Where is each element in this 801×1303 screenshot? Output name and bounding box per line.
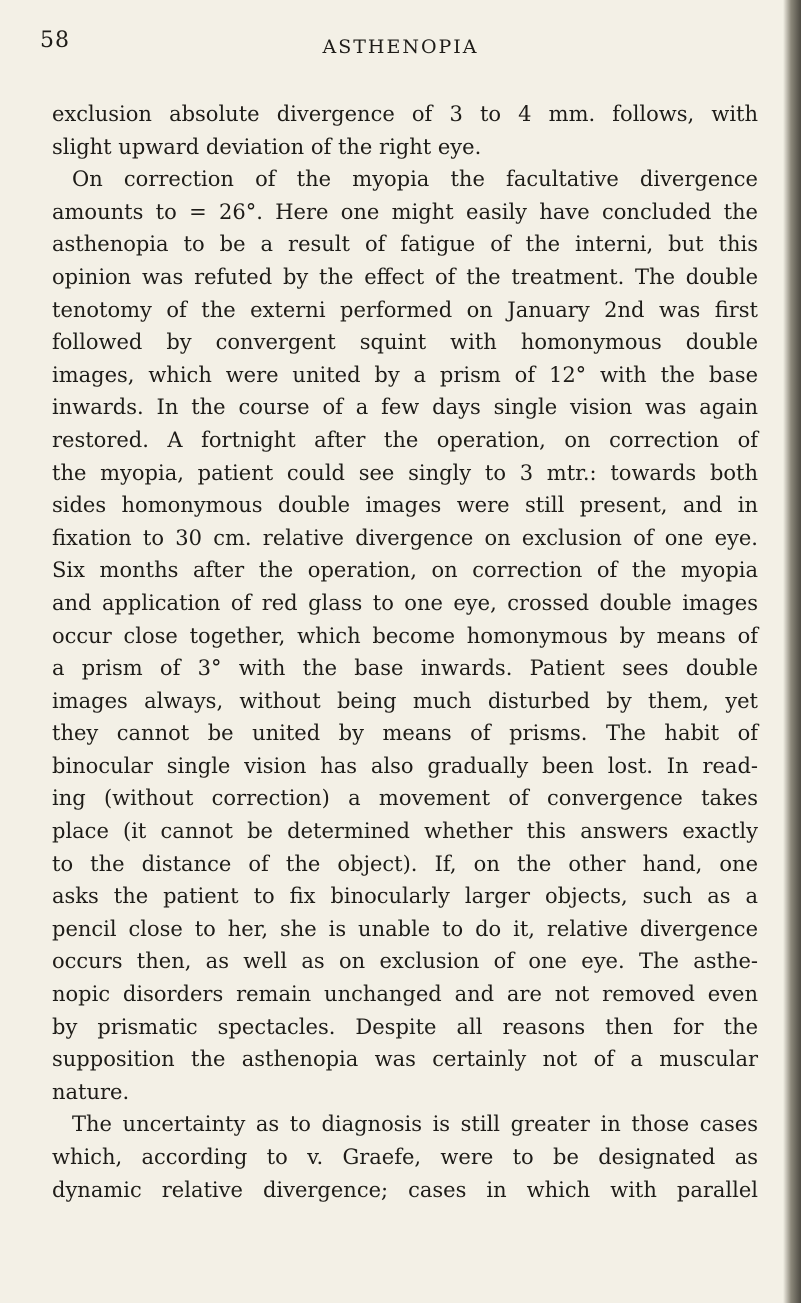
text-line: they cannot be united by means of prisms. The habit of [52, 721, 758, 746]
text-line: by prismatic spectacles. Despite all reasons then for the [52, 1014, 758, 1039]
text-line: occur close together, which become homonymous by means of [52, 623, 758, 648]
text-line: exclusion absolute divergence of 3 to 4 mm. follows, with [52, 102, 758, 126]
body-text [52, 98, 758, 1206]
text-line: asthenopia to be a result of fatigue of the interni, but this [52, 232, 758, 257]
text-line: binocular single vision has also gradually been lost. In read- [52, 753, 758, 778]
text-line: images always, without being much disturbed by them, yet [52, 688, 758, 713]
text-line: the myopia, patient could see singly to 3 mtr.: towards both [52, 460, 758, 485]
text-line: ing (without correction) a movement of convergence takes [52, 786, 758, 811]
page-number: 58 [40, 28, 70, 53]
text-line: and application of red glass to one eye, crossed double images [52, 590, 758, 615]
text-line: fixation to 30 cm. relative divergence on exclusion of one eye. [52, 525, 758, 550]
text-line: a prism of 3° with the base inwards. Patient sees double [52, 656, 758, 681]
text-line: The uncertainty as to diagnosis is still greater in those cases [72, 1112, 758, 1137]
text-line: sides homonymous double images were still present, and in [52, 493, 758, 518]
text-line: images, which were united by a prism of 12° with the base [52, 362, 758, 387]
page-edge-shadow [783, 0, 801, 1303]
text-line: pencil close to her, she is unable to do it, relative divergence [52, 916, 758, 941]
text-line: tenotomy of the externi performed on January 2nd was first [52, 297, 758, 322]
text-line: Six months after the operation, on correction of the myopia [52, 558, 758, 583]
text-line: asks the patient to fix binocularly larger objects, such as a [52, 884, 758, 909]
text-line: supposition the asthenopia was certainly not of a muscular [52, 1047, 758, 1072]
text-line: nopic disorders remain unchanged and are not removed even [52, 982, 758, 1007]
text-line: restored. A fortnight after the operation, on correction of [52, 427, 758, 452]
text-line: occurs then, as well as on exclusion of one eye. The asthe- [52, 949, 758, 974]
text-line: inwards. In the course of a few days single vision was again [52, 395, 758, 420]
text-line: amounts to = 26°. Here one might easily have concluded the [52, 199, 758, 224]
running-head: ASTHENOPIA [322, 36, 479, 58]
text-line: to the distance of the object). If, on the other hand, one [52, 851, 758, 876]
text-line: nature. [52, 1079, 130, 1104]
text-line: place (it cannot be determined whether this answers exactly [52, 819, 758, 844]
text-line: followed by convergent squint with homonymous double [52, 330, 758, 355]
text-line: On correction of the myopia the facultative divergence [72, 167, 758, 192]
text-line: which, according to v. Graefe, were to be designated as [52, 1145, 758, 1169]
text-line: dynamic relative divergence; cases in which with parallel [52, 1177, 758, 1202]
text-line: opinion was refuted by the effect of the treatment. The double [52, 264, 758, 289]
text-line: slight upward deviation of the right eye. [52, 134, 482, 159]
